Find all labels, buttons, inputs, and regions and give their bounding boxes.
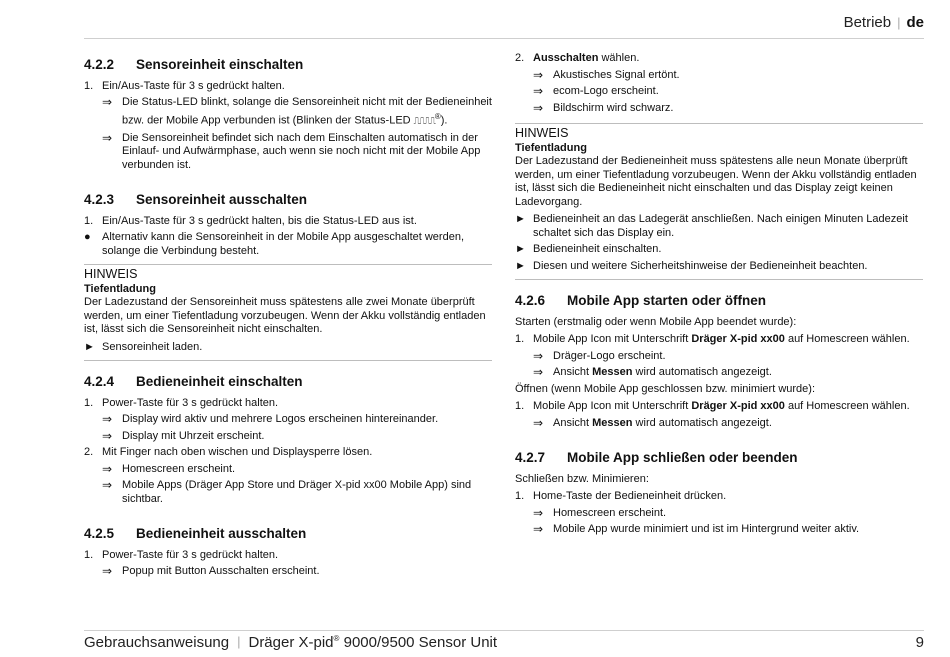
- step-text-rest: wählen.: [598, 52, 640, 64]
- section-number: 4.2.5: [84, 526, 115, 542]
- result-item: [102, 96, 492, 129]
- result-arrow-icon: ⇒: [102, 428, 113, 443]
- action-item: [515, 260, 923, 274]
- right-column: [515, 52, 923, 540]
- result-text-main: Die Status-LED blinkt, solange die Sensoreinheit nicht mit der Bedieneinheit bzw. der Mobile App verbunden ist (Blinken der Status-LED: [122, 96, 492, 127]
- step-text-a: Mobile App Icon mit Unterschrift: [533, 333, 692, 345]
- result-item: [533, 366, 923, 380]
- result-text: [553, 366, 772, 380]
- result-arrow-icon: ⇒: [533, 522, 544, 536]
- footer-separator: |: [237, 634, 241, 649]
- result-arrow-icon: ⇒: [533, 415, 544, 430]
- result-text-c: wird automatisch angezeigt.: [632, 416, 772, 429]
- spacer: [515, 433, 923, 445]
- result-item: [102, 565, 492, 579]
- intro-text: Öffnen (wenn Mobile App geschlossen bzw. minimiert wurde):: [515, 382, 815, 395]
- result-arrow-icon: ⇒: [102, 461, 113, 476]
- step-number: 1.: [515, 490, 525, 502]
- section-heading-4-2-3: [84, 193, 492, 207]
- step-number: 1.: [84, 214, 94, 227]
- result-item: [533, 523, 923, 537]
- step-1: [515, 490, 923, 504]
- result-item: [533, 102, 923, 116]
- product-name-rest: 9000/9500 Sensor Unit: [339, 634, 498, 651]
- result-text: Homescreen erscheint.: [122, 462, 236, 475]
- spacer: [84, 509, 492, 521]
- step-text: Power-Taste für 3 s gedrückt halten.: [102, 396, 279, 409]
- result-arrow-icon: ⇒: [102, 130, 113, 145]
- section-heading-4-2-6: [515, 294, 923, 308]
- result-arrow-icon: ⇒: [533, 84, 544, 98]
- step-text: [533, 52, 639, 66]
- notice-subheading: Tiefentladung: [515, 141, 587, 154]
- step-text: Ein/Aus-Taste für 3 s gedrückt halten, bis die Status-LED aus ist.: [102, 214, 417, 227]
- bullet-text: Alternativ kann die Sensoreinheit in der Mobile App ausgeschaltet werden, solange die Verbindung besteht.: [102, 231, 465, 257]
- result-text: Homescreen erscheint.: [553, 506, 667, 519]
- footer-rule: [84, 630, 924, 631]
- result-text: Bildschirm wird schwarz.: [553, 101, 674, 114]
- result-item: [533, 507, 923, 521]
- ui-term: Messen: [592, 366, 633, 378]
- notice-box: [84, 264, 492, 354]
- result-arrow-icon: ⇒: [533, 67, 544, 82]
- step-number: 2.: [515, 52, 525, 64]
- result-arrow-icon: ⇒: [102, 412, 113, 427]
- step-text: Ein/Aus-Taste für 3 s gedrückt halten.: [102, 79, 285, 92]
- section-heading-4-2-2: [84, 58, 492, 72]
- notice-text: Der Ladezustand der Sensoreinheit muss spätestens alle zwei Monate überprüft werden, um einer Tiefentladung vorzubeugen. Wenn der Akku vollständig entladen ist, lässt sich die Sensoreinheit nicht einschalten.: [84, 296, 486, 336]
- section-heading-4-2-7: [515, 451, 923, 465]
- section-heading-4-2-5: [84, 527, 492, 541]
- ui-term: Dräger X-pid xx00: [691, 333, 785, 345]
- section-title: Bedieneinheit einschalten: [136, 374, 303, 390]
- section-number: 4.2.2: [84, 57, 115, 72]
- result-item: [533, 69, 923, 83]
- result-text: ecom-Logo erscheint.: [553, 85, 659, 97]
- section-name: Betrieb: [843, 14, 892, 31]
- section-number: 4.2.3: [84, 192, 115, 208]
- result-text: Display mit Uhrzeit erscheint.: [122, 429, 265, 442]
- step-number: 1.: [515, 400, 525, 412]
- action-text: Bedieneinheit an das Ladegerät anschließen. Nach einigen Minuten Ladezeit schaltet sich das Display ein.: [533, 213, 908, 239]
- header-rule: [84, 38, 924, 39]
- document-type: Gebrauchsanweisung: [84, 634, 230, 651]
- result-text: Die Sensoreinheit befindet sich nach dem Einschalten automatisch in der Einlauf- und Aufwärmphase, auch wenn sie noch nicht mit der Mobile App verbunden ist.: [122, 131, 481, 171]
- result-text: Display wird aktiv und mehrere Logos erscheinen hintereinander.: [122, 413, 439, 426]
- step-1: [515, 333, 923, 347]
- result-item: [533, 417, 923, 431]
- result-item: [102, 413, 492, 427]
- result-item: [102, 463, 492, 477]
- result-arrow-icon: ⇒: [533, 348, 544, 363]
- language-code: de: [906, 14, 924, 31]
- result-text: Mobile App wurde minimiert und ist im Hintergrund weiter aktiv.: [553, 523, 860, 535]
- result-text-end: ).: [440, 114, 448, 127]
- action-text: Diesen und weitere Sicherheitshinweise der Bedieneinheit beachten.: [533, 259, 868, 272]
- ui-term: Messen: [592, 416, 633, 429]
- step-text-a: Mobile App Icon mit Unterschrift: [533, 400, 692, 412]
- result-arrow-icon: ⇒: [533, 505, 544, 520]
- action-text: Sensoreinheit laden.: [102, 340, 203, 353]
- result-text-c: wird automatisch angezeigt.: [632, 366, 772, 378]
- step-1: [84, 215, 492, 229]
- step-1: [515, 400, 923, 414]
- page-footer: [84, 634, 924, 651]
- step-number: 1.: [84, 79, 94, 92]
- ui-term: Dräger X-pid xx00: [691, 400, 785, 412]
- section-number: 4.2.7: [515, 450, 546, 465]
- result-item: [102, 132, 492, 173]
- notice-box: [515, 123, 923, 273]
- bullet-item: [84, 231, 492, 258]
- action-triangle-icon: ►: [84, 340, 95, 353]
- result-item: [102, 430, 492, 444]
- step-text: [533, 400, 910, 414]
- registered-mark: ®: [333, 634, 340, 643]
- section-title: Mobile App starten oder öffnen: [567, 293, 766, 308]
- led-sup: ®: [434, 111, 441, 121]
- notice-end-rule: [515, 279, 923, 280]
- result-arrow-icon: ⇒: [102, 564, 113, 579]
- action-item: [515, 243, 923, 257]
- step-text: Power-Taste für 3 s gedrückt halten.: [102, 548, 279, 561]
- step-number: 1.: [84, 548, 94, 561]
- step-number: 2.: [84, 446, 94, 459]
- result-text: [553, 417, 772, 431]
- result-arrow-icon: ⇒: [102, 95, 113, 109]
- step-1: [84, 397, 492, 411]
- action-triangle-icon: ►: [515, 213, 526, 225]
- result-item: [102, 479, 492, 506]
- action-text: Bedieneinheit einschalten.: [533, 243, 662, 255]
- step-number: 1.: [84, 396, 94, 409]
- page-header: [844, 14, 924, 31]
- notice-heading: HINWEIS: [515, 126, 569, 140]
- step-text-c: auf Homescreen wählen.: [784, 333, 910, 345]
- action-triangle-icon: ►: [515, 243, 526, 255]
- section-title: Sensoreinheit ausschalten: [136, 192, 308, 208]
- action-item: [515, 213, 923, 240]
- intro-text: Schließen bzw. Minimieren:: [515, 472, 649, 485]
- section-number: 4.2.4: [84, 374, 115, 390]
- product-name-main: Dräger X-pid: [248, 634, 334, 651]
- header-separator: |: [897, 15, 901, 30]
- step-1: [84, 549, 492, 563]
- page-number: 9: [915, 634, 924, 651]
- result-text: [122, 96, 492, 129]
- notice-end-rule: [84, 360, 492, 361]
- result-text-a: Ansicht: [553, 416, 593, 429]
- notice-text: Der Ladezustand der Bedieneinheit muss spätestens alle neun Monate überprüft werden, um einer Tiefentladung vorzubeugen. Wenn der Akku vollständig entladen ist, lässt sich die Bedieneinheit nicht einschalten und das Display zeigt keinen Ladevorgang.: [515, 155, 917, 208]
- result-text: Dräger-Logo erscheint.: [553, 349, 666, 362]
- section-title: Bedieneinheit ausschalten: [136, 526, 307, 542]
- ui-term: Ausschalten: [533, 52, 599, 64]
- result-text: Akustisches Signal ertönt.: [553, 68, 680, 81]
- notice-subheading: Tiefentladung: [84, 282, 156, 295]
- result-arrow-icon: ⇒: [533, 100, 544, 115]
- spacer: [84, 175, 492, 187]
- notice-heading: HINWEIS: [84, 267, 138, 282]
- led-blink-icon: ⎍⎍⎍⎍: [413, 116, 435, 127]
- intro-text: Starten (erstmalig oder wenn Mobile App beendet wurde):: [515, 315, 797, 328]
- step-number: 1.: [515, 333, 525, 345]
- result-item: [533, 350, 923, 364]
- result-arrow-icon: ⇒: [533, 365, 544, 379]
- result-text: Popup mit Button Ausschalten erscheint.: [122, 565, 320, 578]
- step-2: [84, 446, 492, 460]
- action-triangle-icon: ►: [515, 259, 526, 272]
- section-heading-4-2-4: [84, 375, 492, 389]
- step-text: [533, 333, 910, 347]
- bullet-icon: ●: [84, 231, 91, 244]
- action-item: [84, 341, 492, 355]
- step-1: [84, 80, 492, 94]
- result-text-a: Ansicht: [553, 366, 593, 378]
- result-text: Mobile Apps (Dräger App Store und Dräger X-pid xx00 Mobile App) sind sichtbar.: [122, 479, 472, 505]
- product-name: [248, 634, 497, 651]
- section-number: 4.2.6: [515, 293, 546, 308]
- section-title: Mobile App schließen oder beenden: [567, 450, 798, 465]
- section-title: Sensoreinheit einschalten: [136, 57, 304, 72]
- step-text: Mit Finger nach oben wischen und Displaysperre lösen.: [102, 446, 373, 459]
- step-text: Home-Taste der Bedieneinheit drücken.: [533, 490, 727, 502]
- result-item: [533, 85, 923, 99]
- step-2: [515, 52, 923, 66]
- step-text-c: auf Homescreen wählen.: [784, 400, 910, 412]
- result-arrow-icon: ⇒: [102, 478, 113, 493]
- left-column: [84, 52, 492, 582]
